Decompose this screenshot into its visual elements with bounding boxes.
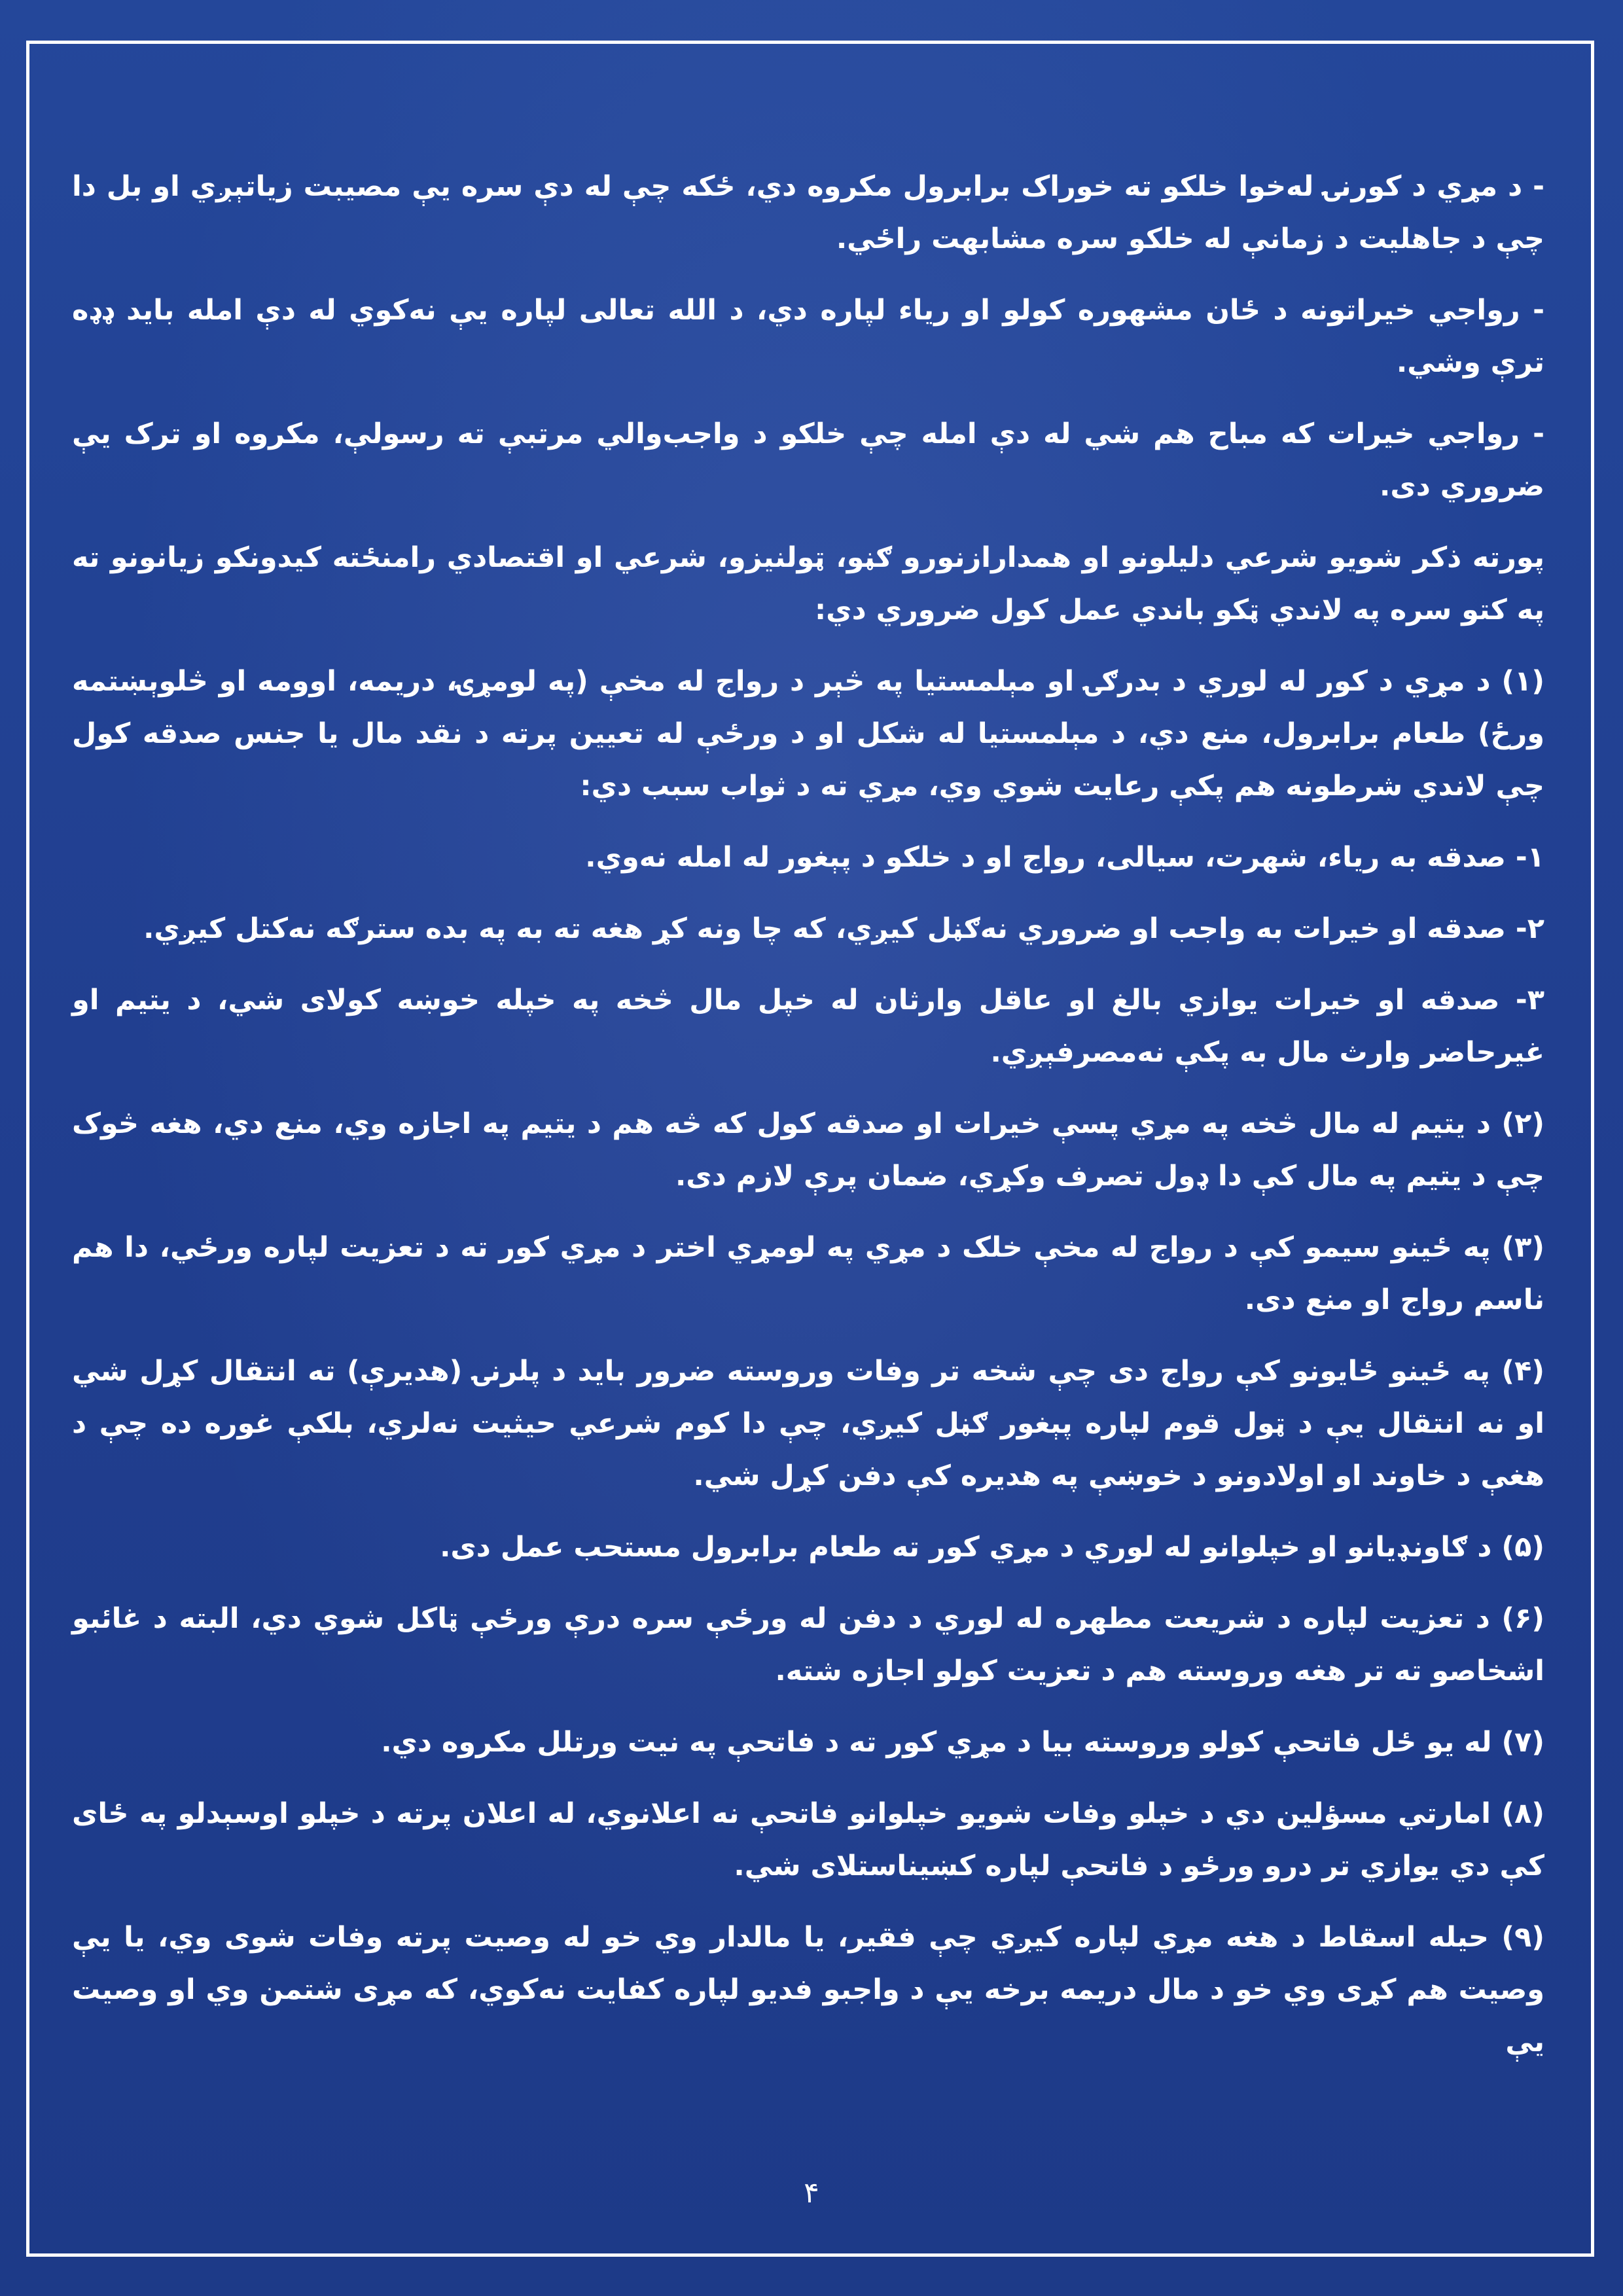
paragraph: (۱) د مړي د کور له لوري د بدرګۍ او مېلمستيا په څېر د رواج له مخې (په لومړۍ، دريمه، اوومه او څلوېښتمه ورځ) طعام برابرول، منع دي، د مېلمستيا له شکل او د ورځې له تعيين پرته د نقد مال يا جنس صدقه کول چې لاندي شرطونه هم پکې رعايت شوي وي، مړي ته د ثواب سبب دي: <box>72 665 1544 802</box>
paragraph: (۴) په ځينو ځايونو کې رواج دی چې شخه تر وفات وروسته ضرور بايد د پلرنۍ (هديرې) ته انتقال کړل شي او نه انتقال يې د ټول قوم لپاره پېغور ګڼل کيږي، چې دا کوم شرعي حيثيت نه‌لري، بلکې غوره ده چې د هغې د خاوند او اولادونو د خوښې په هديره کې دفن کړل شي. <box>72 1355 1544 1492</box>
paragraph: (۶) د تعزيت لپاره د شريعت مطهره له لوري د دفن له ورځې سره درې ورځې ټاکل شوي دي، البته د غائبو اشخاصو ته تر هغه وروسته هم د تعزيت کولو اجازه شته. <box>72 1602 1544 1687</box>
paragraph: - رواجي خيرات که مباح هم شي له دې امله چې خلکو د واجب‌والي مرتبې ته رسولې، مکروه او ترک يې ضروري دی. <box>72 418 1544 503</box>
paragraph: ۱- صدقه به رياء، شهرت، سيالی، رواج او د خلکو د پېغور له امله نه‌وي. <box>585 841 1544 874</box>
paragraph: (۹) حيله اسقاط د هغه مړي لپاره کيږي چې فقير، يا مالدار وي خو له وصيت پرته وفات شوی وي، يا يې وصيت هم کړی وي خو د مال دريمه برخه يې د واجبو فديو لپاره کفايت نه‌کوي، که مړی شتمن وي او وصيت يې <box>72 1921 1544 2058</box>
paragraph: (۲) د يتيم له مال څخه په مړي پسې خيرات او صدقه کول که څه هم د يتيم په اجازه وي، منع دي، هغه څوک چې د يتيم په مال کې دا ډول تصرف وکړي، ضمان پرې لازم دی. <box>72 1107 1544 1193</box>
paragraph: (۸) امارتي مسؤلين دي د خپلو وفات شويو خپلوانو فاتحې نه اعلانوي، له اعلان پرته د خپلو اوسېدلو په ځای کې دي يوازي تر درو ورځو د فاتحې لپاره کښيناستلای شي. <box>72 1797 1544 1882</box>
document-body <box>72 160 1544 2087</box>
paragraph: (۷) له يو ځل فاتحې کولو وروسته بيا د مړي کور ته د فاتحې په نيت ورتلل مکروه دي. <box>381 1726 1544 1759</box>
paragraph: ۲- صدقه او خيرات به واجب او ضروري نه‌ګڼل کيږي، که چا ونه کړ هغه ته به په بده سترګه نه‌کتل کيږي. <box>143 912 1544 945</box>
paragraph: ۳- صدقه او خيرات يوازي بالغ او عاقل وارثان له خپل مال څخه په خپله خوښه کولای شي، د يتيم او غيرحاضر وارث مال به پکې نه‌مصرفېږي. <box>72 984 1544 1069</box>
paragraph: پورته ذکر شويو شرعي دليلونو او همدارازنورو ګڼو، ټولنيزو، شرعي او اقتصادي رامنځته کيدونکو زيانونو ته په کتو سره په لاندي ټکو باندي عمل کول ضروري دي: <box>72 541 1544 626</box>
paragraph: (۵) د ګاونډيانو او خپلوانو له لوري د مړي کور ته طعام برابرول مستحب عمل دی. <box>440 1531 1544 1564</box>
paragraph: (۳) په ځينو سيمو کې د رواج له مخې خلک د مړي په لومړي اختر د مړي کور ته د تعزيت لپاره ورځي، دا هم ناسم رواج او منع دی. <box>72 1231 1544 1316</box>
paragraph: - د مړي د کورنۍ له‌خوا خلکو ته خوراک برابرول مکروه دي، ځکه چې له دې سره يې مصيبت زياتېږي او بل دا چې د جاهليت د زمانې له خلکو سره مشابهت راځي. <box>72 170 1544 255</box>
page-number: ۴ <box>804 2176 819 2210</box>
paragraph: - رواجي خيراتونه د ځان مشهوره کولو او رياء لپاره دي، د الله تعالی لپاره يې نه‌کوي له دې امله بايد ډډه ترې وشي. <box>72 294 1544 379</box>
